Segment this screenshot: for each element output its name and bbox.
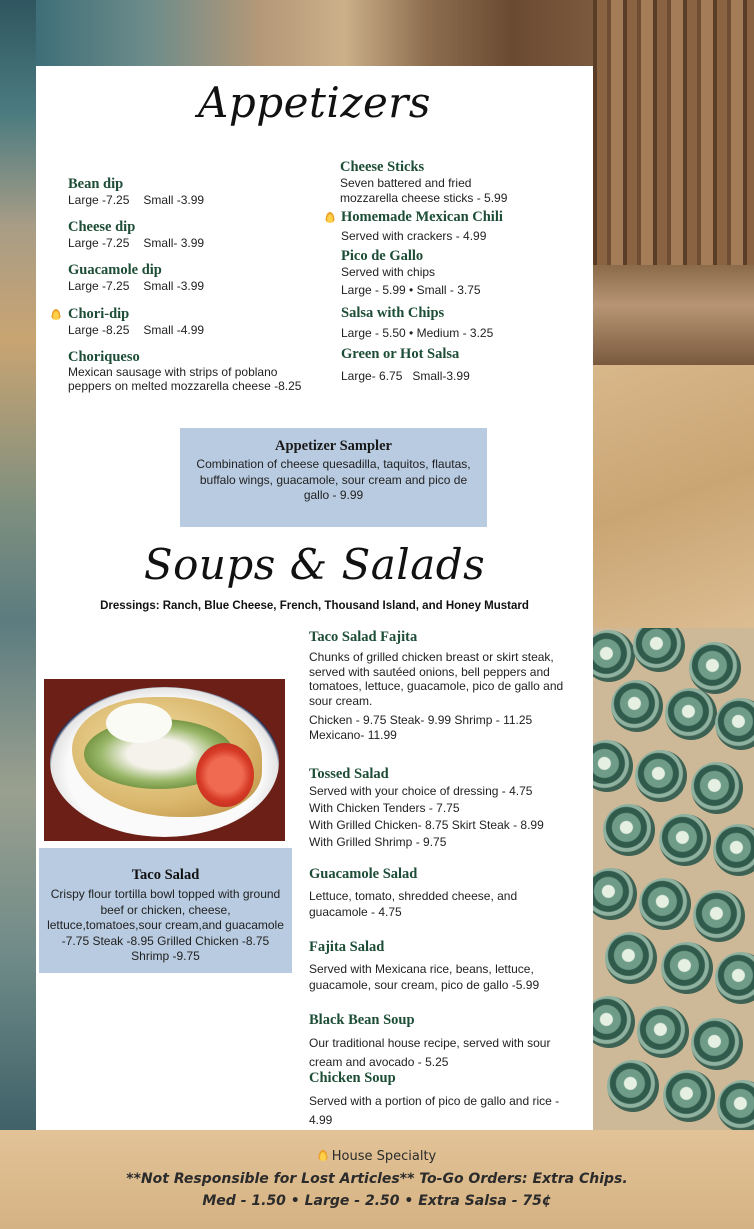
menu-item-guacamole-salad xyxy=(309,866,561,920)
item-name: Black Bean Soup xyxy=(309,1012,415,1028)
dressings-line: Dressings: Ranch, Blue Cheese, French, Thousand Island, and Honey Mustard xyxy=(100,600,529,612)
appetizer-sampler-box xyxy=(180,428,487,527)
item-prices: Chicken - 9.75 Steak- 9.99 Shrimp - 11.25 Mexicano- 11.99 xyxy=(309,713,533,742)
footer-notice: **Not Responsible for Lost Articles** To-Go Orders: Extra Chips. xyxy=(126,1171,628,1187)
item-description: Mexican sausage with strips of poblano peppers on melted mozzarella cheese -8.25 xyxy=(68,365,302,393)
item-description: Chunks of grilled chicken breast or skirt steak, served with sautéed onions, bell peppers and tomatoes, lettuce, guacamole, pico de gallo and sour cream. xyxy=(309,650,564,708)
price-large: Large -8.25 xyxy=(68,323,130,337)
item-name: Taco Salad xyxy=(131,867,200,883)
background-bottle-wall xyxy=(593,628,754,1130)
item-description: Crispy flour tortilla bowl topped with ground beef or chicken, cheese, lettuce,tomatoes,sour cream,and guacamole -7.75 Steak -8.95 Grilled Chicken -8.75 Shrimp -9.75 xyxy=(47,887,284,963)
menu-item-black-bean-soup xyxy=(309,1012,569,1072)
menu-item-homemade-mexican-chili xyxy=(341,209,503,244)
item-name: Bean dip xyxy=(68,176,124,192)
price-small: Small- 3.99 xyxy=(143,236,205,250)
item-name: Cheese dip xyxy=(68,219,136,235)
item-line: Served with your choice of dressing - 4.75 xyxy=(309,784,533,798)
item-line: With Grilled Chicken- 8.75 Skirt Steak - 8.99 xyxy=(309,818,544,832)
menu-item-taco-salad-fajita xyxy=(309,629,583,742)
menu-item-chori-dip xyxy=(68,306,204,338)
item-line: Served with chips xyxy=(341,265,436,279)
menu-item-cheese-dip xyxy=(68,219,204,251)
menu-item-chicken-soup xyxy=(309,1070,569,1130)
taco-salad-box xyxy=(39,848,292,973)
item-line: Large - 5.50 • Medium - 3.25 xyxy=(341,326,494,340)
item-name: Chori-dip xyxy=(68,306,130,322)
background-sand-wall xyxy=(593,365,754,630)
menu-item-salsa-with-chips xyxy=(341,305,493,341)
menu-item-fajita-salad xyxy=(309,939,579,993)
house-specialty-flame-icon xyxy=(325,211,335,223)
item-line: mozzarella cheese sticks - 5.99 xyxy=(340,191,508,205)
legend-label: House Specialty xyxy=(331,1149,437,1164)
appetizers-title: Appetizers xyxy=(198,78,431,127)
item-description: Combination of cheese quesadilla, taquitos, flautas, buffalo wings, guacamole, sour cream and pico de gallo - 9.99 xyxy=(196,457,471,502)
item-name: Appetizer Sampler xyxy=(275,438,392,454)
item-line: With Grilled Shrimp - 9.75 xyxy=(309,835,447,849)
item-name: Green or Hot Salsa xyxy=(341,346,460,362)
item-line: Seven battered and fried xyxy=(340,176,472,190)
menu-item-pico-de-gallo xyxy=(341,248,481,298)
item-line: With Chicken Tenders - 7.75 xyxy=(309,801,460,815)
menu-item-tossed-salad xyxy=(309,766,544,851)
price-small: Small -3.99 xyxy=(143,193,205,207)
item-name: Guacamole dip xyxy=(68,262,162,278)
price-large: Large -7.25 xyxy=(68,193,130,207)
taco-salad-photo xyxy=(44,679,285,841)
item-description: Our traditional house recipe, served with sour cream and avocado - 5.25 xyxy=(309,1036,551,1069)
item-name: Chicken Soup xyxy=(309,1070,396,1086)
item-line: Large- 6.75 Small-3.99 xyxy=(341,369,470,383)
item-name: Fajita Salad xyxy=(309,939,385,955)
price-small: Small -4.99 xyxy=(143,323,205,337)
menu-item-choriqueso xyxy=(68,349,308,393)
price-small: Small -3.99 xyxy=(143,279,205,293)
background-photo-top xyxy=(36,0,596,66)
background-door-frame xyxy=(593,265,754,365)
item-description: Lettuce, tomato, shredded cheese, and guacamole - 4.75 xyxy=(309,889,518,919)
item-description: Served with Mexicana rice, beans, lettuce, guacamole, sour cream, pico de gallo -5.99 xyxy=(309,962,540,992)
menu-item-guacamole-dip xyxy=(68,262,204,294)
footer-legend xyxy=(0,1149,754,1164)
house-specialty-flame-icon xyxy=(51,308,61,320)
menu-item-cheese-sticks xyxy=(340,159,507,206)
item-line: Large - 5.99 • Small - 3.75 xyxy=(341,283,481,297)
menu-item-green-or-hot-salsa xyxy=(341,346,470,384)
price-large: Large -7.25 xyxy=(68,236,130,250)
background-photo-left xyxy=(0,0,36,1130)
item-name: Homemade Mexican Chili xyxy=(341,209,503,225)
soups-salads-title: Soups & Salads xyxy=(143,540,486,589)
item-name: Salsa with Chips xyxy=(341,305,445,321)
item-name: Tossed Salad xyxy=(309,766,389,782)
item-name: Guacamole Salad xyxy=(309,866,418,882)
item-name: Choriqueso xyxy=(68,349,140,365)
menu-item-bean-dip xyxy=(68,176,204,208)
item-name: Taco Salad Fajita xyxy=(309,629,418,645)
menu-panel xyxy=(36,66,593,1130)
item-name: Cheese Sticks xyxy=(340,159,425,175)
item-description: Served with a portion of pico de gallo and rice - 4.99 xyxy=(309,1094,560,1127)
price-large: Large -7.25 xyxy=(68,279,130,293)
item-line: Served with crackers - 4.99 xyxy=(341,229,487,243)
item-name: Pico de Gallo xyxy=(341,248,424,264)
footer-extras-prices: Med - 1.50 • Large - 2.50 • Extra Salsa - 75¢ xyxy=(202,1193,552,1209)
house-specialty-flame-icon xyxy=(318,1149,328,1161)
